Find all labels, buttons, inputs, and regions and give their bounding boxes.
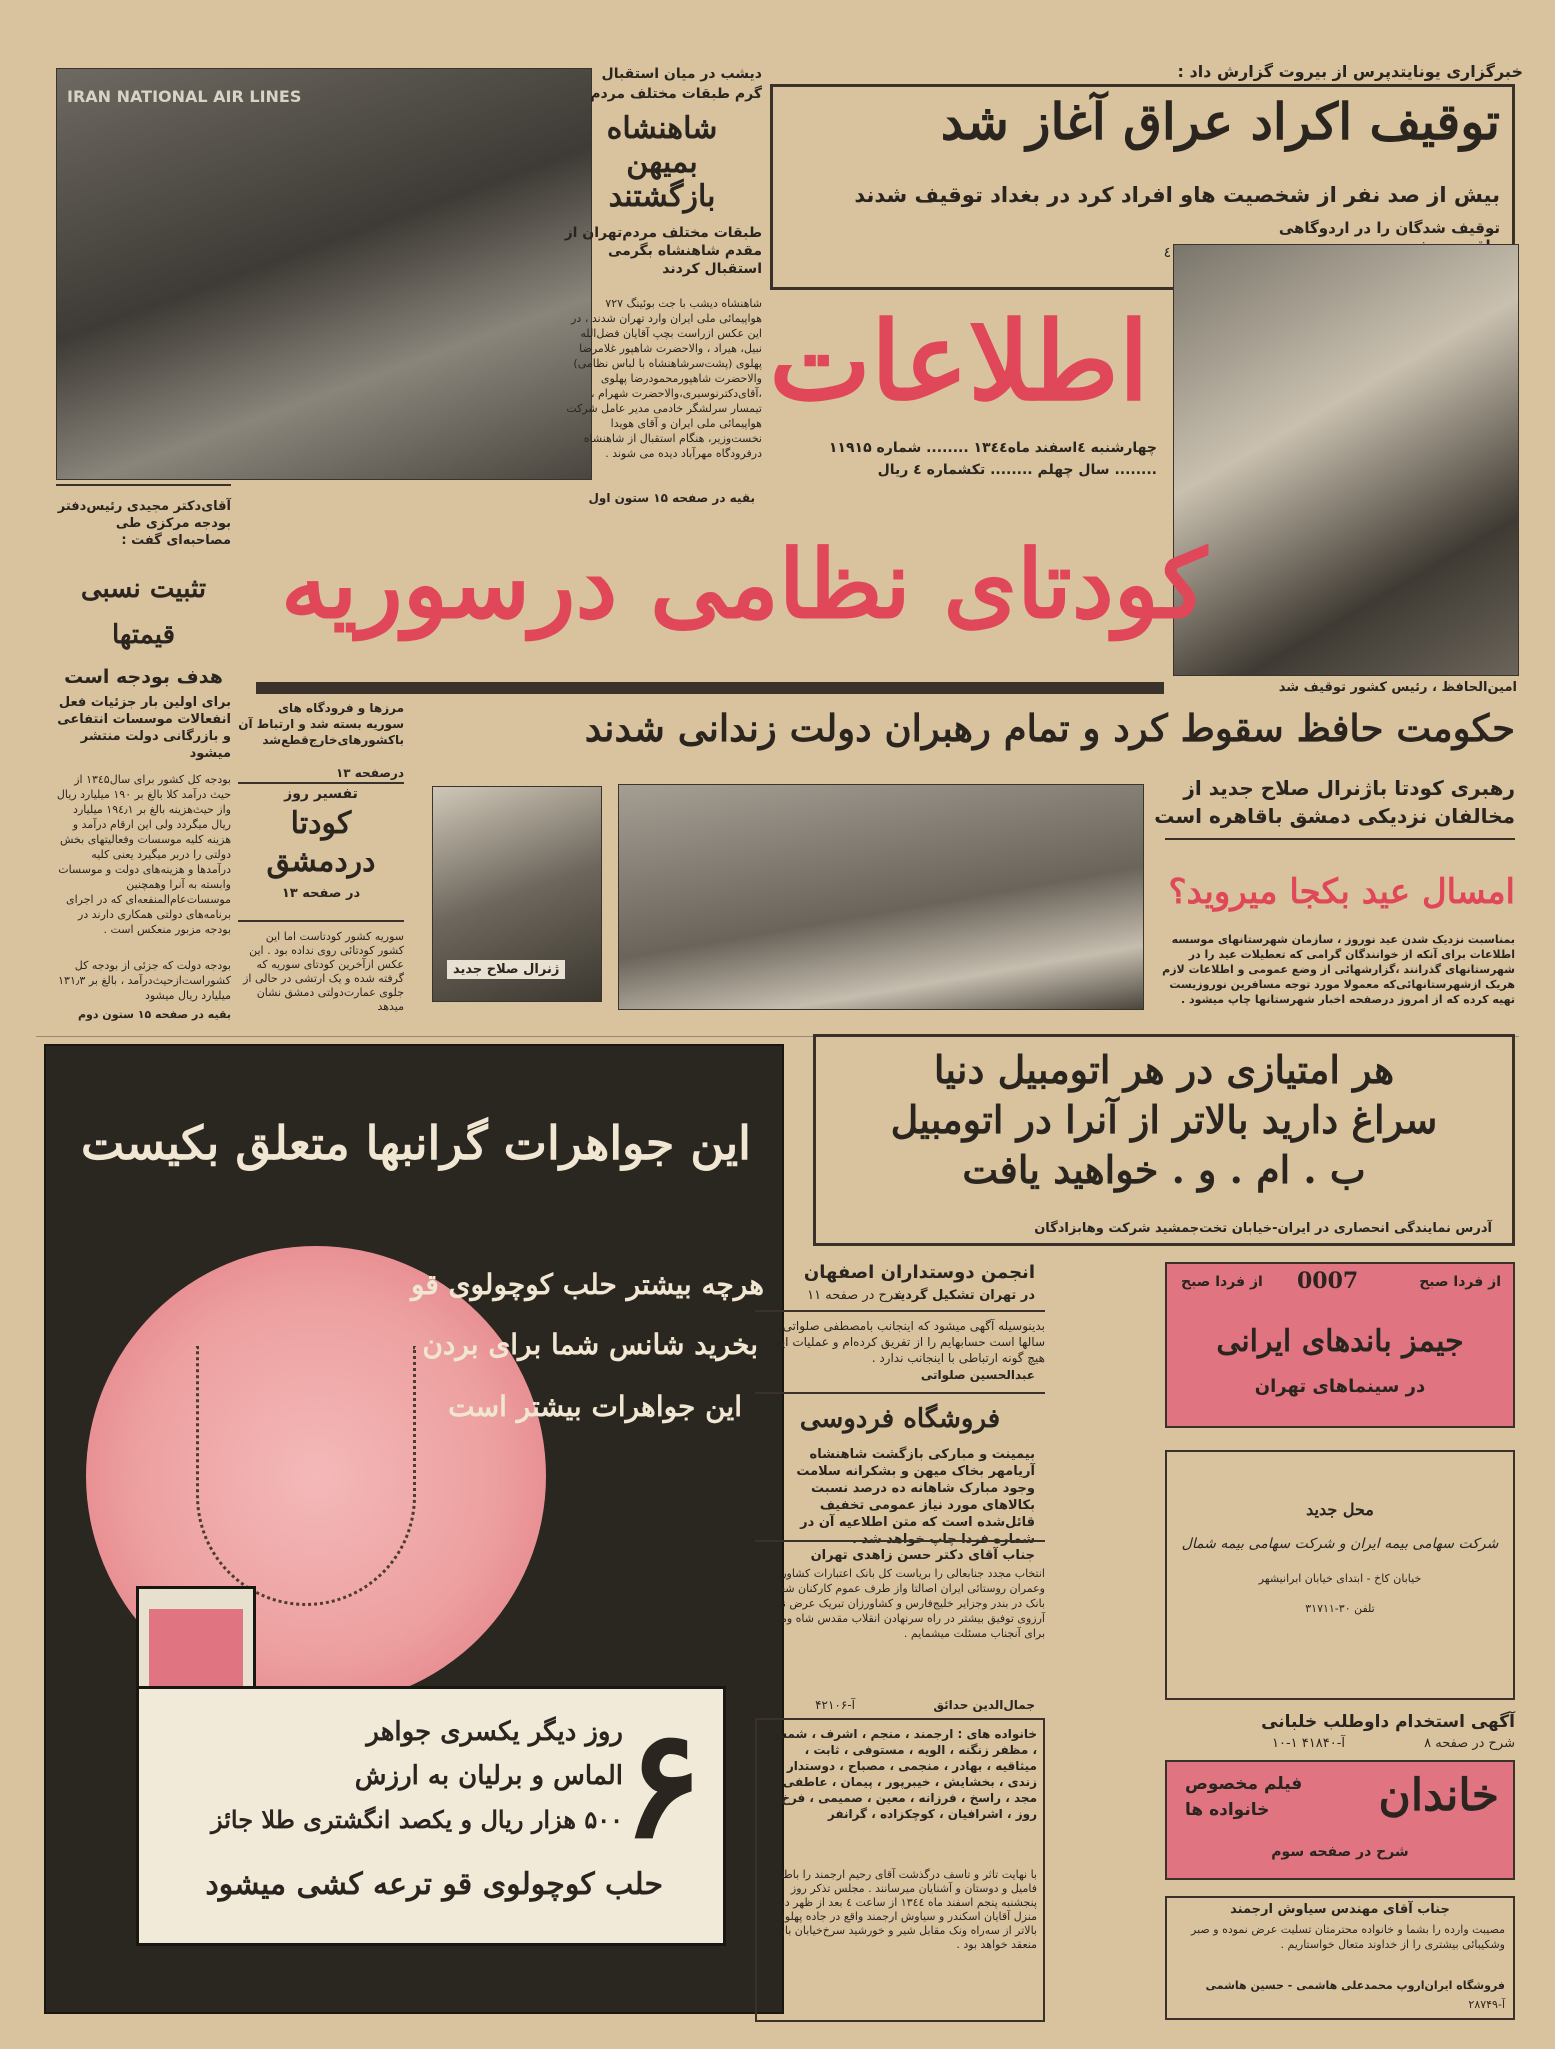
hiring-title: آگهی استخدام داوطلب خلبانی [1261,1712,1515,1732]
bmw-address: آدرس نمایندگی انحصاری در ایران-خیابان تخت‌جمشید شرکت وهابزادگان [1034,1221,1492,1236]
condolence-families: خانواده های : ارجمند ، منجم ، اشرف ، شمس ، مظفر زنگنه ، الویه ، مستوفی ، ثابت ، میثاقیه ، بهادر ، منجمی ، مصباح ، دوستدار ، زندی ، بخشایش ، خیبرپور ، پیمان ، عاطفی ، مجد ، راسخ ، فرزانه ، معین ، صمیمی ، فرخ روز ، اشرافیان ، کوچکزاده ، گرانفر [770,1727,1037,1821]
isfahan-ref: شرح در صفحه ۱۱ [807,1288,905,1303]
isfahan-notice: بدینوسیله آگهی میشود که اینجانب بامصطفی صلواتی سالها است حسابهایم را از تفریق کرده‌ام و عملیات ایشان هیچ گونه ارتباطی با اینجانب ندارد . [758,1319,1045,1365]
top-story-headline: توقیف اکراد عراق آغاز شد [940,92,1500,151]
bond-top-right: از فردا صبح [1419,1274,1501,1290]
film-sub2: خانواده ها [1185,1800,1270,1820]
budget-kicker: آقای‌دکتر مجیدی رئیس‌دفتر بودجه مرکزی طی مصاحبه‌ای گفت : [57,499,231,548]
condolence-body: با نهایت تاثر و تاسف درگذشت آقای رحیم ارجمند را باطلاع فامیل و دوستان و آشنایان میرسانند . مجلس تذکر روز پنجشنبه پنجم اسفند ماه ۱۳٤٤ از ساعت ٤ بعد از ظهر در منزل آقایان اسکندر و سیاوش ارجمند واقع در جاده پهلوی بالاتر از سه‌راه ونک مقابل شیر و خورشید سرخ‌خیابان بابک منعقد خواهد بود . [770,1868,1037,1951]
new-location-ad [1165,1450,1515,1700]
nowruz-rule [1165,838,1515,840]
analysis-title2: دردمشق [266,844,376,879]
damascus-coup-photo [618,784,1144,1010]
masthead-title: اطلاعات [769,299,1149,425]
budget-top-rule [56,484,231,486]
zahedi-body: انتخاب مجدد جنابعالی را بریاست کل بانک اعتبارات کشاورزی وعمران روستائی ایران اصالتا واز طرف عموم کارکنان شعب بانک در بندر وجزایر خلیج‌فارس و کشاورزان تبریک عرض نموده آرزوی توفیق بیشتر در راه سرنهادن انقلاب مقدس شاه وملت برای آنجناب مسئلت میشمایم . [760,1567,1045,1640]
hiring-ref: شرح در صفحه ۸ [1424,1736,1515,1751]
zahedi-rule [755,1540,1045,1542]
syria-bullet: مرزها و فرودگاه های سوریه بسته شد و ارتباط آن باکشورهای‌خارج‌قطع‌شد [238,701,404,747]
syria-body: سوریه کشور کودتاست اما این کشور کودتائی روی نداده بود . این عکس ازآخرین کودتای سوریه که گرفته شده و یک ارتشی در حالی از جلوی عمارت‌دولتی دمشق نشان میدهد [243,930,404,1013]
condolence-box [755,1718,1045,2022]
prize-line3: ۵۰۰ هزار ریال و یکصد انگشتری طلا جائز [210,1805,623,1834]
prize-line4: حلب کوچولوی قو ترعه کشی میشود [205,1867,663,1902]
ferdowsi-title: فروشگاه فردوسی [799,1404,1001,1434]
shah-kicker1: دیشب در میان استقبال [601,66,762,82]
budget-headline1: تثبیت نسبی [80,574,207,604]
jewel-line1: هرچه بیشتر حلب کوچولوی قو [410,1268,764,1301]
ferdowsi-body: بیمینت و مبارکی بازگشت شاهنشاه آریامهر بخاک میهن و بشکرانه سلامت وجود مبارک شاهانه ده درصد نسبت بکالاهای مورد نیاز عمومی تخفیف قائل‌شده است که متن اطلاعیه آن در [796,1447,1035,1530]
top-story-body1: توقیف شدگان را در اردوگاهی [1278,219,1500,237]
syria-bullet-ref: درصفحه ۱۳ [335,766,404,780]
budget-bullet: برای اولین بار جزئیات فعل انفعالات موسسات انتفاعی و بازرگانی دولت منتشر میشود [57,695,231,761]
masthead-year: ........ سال چهلم ........ تکشماره ٤ ریال [877,462,1157,478]
condolence2-body: مصیبت وارده را بشما و خانواده محترمتان تسلیت عرض نموده و صبر وشکیبائی بیشتری را از خداوند متعال خواستاریم . [1191,1923,1505,1951]
salah-jadid-caption: ژنرال صلاح جدید [447,960,565,979]
isfahan-sub: در تهران تشکیل گردید [892,1288,1035,1303]
zahedi-code: آ-۴۲۱۰۶ [815,1698,855,1712]
analysis-kicker: تفسیر روز [284,786,358,802]
budget-continued: بقیه در صفحه ۱۵ ستون دوم [77,1008,231,1021]
prize-line2: الماس و برلیان به ارزش [354,1761,623,1791]
top-story-kicker: خبرگزاری یونایتدپرس از بیروت گزارش داد : [1177,62,1523,81]
prize-line1: روز دیگر یکسری جواهر [366,1717,623,1747]
masthead-date: چهارشنبه ٤اسفند ماه۱۳٤٤ ........ شماره ۱۱۹۱۵ [828,440,1157,456]
bond-ad [1165,1262,1515,1428]
syria-deck1: رهبری کودتا باژنرال صلاح جدید از [1183,776,1515,800]
ferdowsi-rule [755,1392,1045,1394]
bmw-line3: ب . ام . و . خواهید یافت [962,1147,1366,1192]
condolence2-signer: فروشگاه ایران‌اروپ محمدعلی هاشمی - حسین هاشمی [1205,1979,1505,1992]
syria-deck2: مخالفان نزدیکی دمشق باقاهره است [1154,804,1515,828]
jewel-line2: بخرید شانس شما برای بردن [422,1328,758,1361]
new-location-title: محل جدید [1306,1500,1374,1519]
syria-rule [256,682,1164,694]
new-location-phone: تلفن ۳۰-۳۱۷۱۱ [1305,1602,1375,1615]
analysis-rule [238,782,404,784]
bmw-line1: هر امتیازی در هر اتومبیل دنیا [933,1047,1395,1092]
bond-sub: در سینماهای تهران [1254,1376,1426,1397]
shah-headline1: شاهنشاه [606,111,718,146]
budget-body2: بودجه دولت که جزئی از بودجه کل کشوراست‌از‌حیث‌درآمد ، بالغ بر ۱۳۱٫۳ میلیارد ریال میشود [58,959,231,1002]
shah-arrival-photo [56,68,592,480]
film-title: خاندان [1378,1770,1499,1821]
syria-headline: کودتای نظامی درسوریه [280,530,1207,640]
analysis-title1: کودتا [290,806,352,841]
amin-hafez-caption: امین‌الحافظ ، رئیس کشور توقیف شد [1278,680,1517,695]
top-story-subhead: بیش از صد نفر از شخصیت هاو افراد کرد در بغداد توقیف شدند [854,183,1500,207]
jewel-ad [44,1044,784,2014]
shah-headline3: بازگشتند [608,179,716,214]
isfahan-signer: عبدالحسین صلواتی [920,1368,1035,1382]
zahedi-title: جناب آقای دکتر حسن زاهدی تهران [810,1548,1035,1563]
prize-panel [136,1686,726,1946]
syria-body-rule [238,920,404,922]
bond-number: 0007 [1297,1268,1359,1294]
condolence2-code: آ-۲۸۷۴۹ [1468,1998,1505,2011]
prize-big-number: ۶ [622,1696,703,1872]
shah-bullet: طبقات مختلف مردم‌تهران از مقدم شاهنشاه بگرمی استقبال کردند [564,225,762,277]
film-ref: شرح در صفحه سوم [1271,1844,1409,1860]
shah-body: شاهنشاه دیشب با جت بوئینگ ۷۲۷ هواپیمائی ملی ایران وارد تهران شدند ، در این عکس ازراست بچپ آقایان فضل‌الله نبیل، هیراد ، والاحضرت شاهپور غلامرضا پهلوی (پشت‌سرشاهنشاه با لباس نظامی) والاحضرت شاهپورمحمودرضا پهلوی ،آقای‌دکترنوسیری،والاحضرت شهرام ، تیمسار سرلشگر خادمی مدیر عامل شرکت هواپیمائی ملی ایران و آقای هویدا نخست‌وزیر، هنگام استقبال از شاهنشاه درفرودگاه مهرآباد دیده می شوند . [566,297,762,460]
shah-headline2: بمیهن [626,145,698,180]
condolence2-title: جناب آقای مهندس سیاوش ارجمند [1230,1902,1450,1917]
analysis-ref: در صفحه ۱۳ [281,886,361,901]
new-location-address: خیابان کاخ - ابتدای خیابان ابرانیشهر [1258,1572,1422,1585]
top-story-ref: ٤ [1163,245,1172,261]
bmw-line2: سراغ دارید بالاتر از آنرا در اتومبیل [890,1097,1438,1142]
bond-top-left: از فردا صبح [1181,1274,1263,1290]
syria-subhead: حکومت حافظ سقوط کرد و تمام رهبران دولت زندانی شدند [584,706,1515,750]
necklace-illustration [196,1346,416,1606]
amin-hafez-photo [1173,244,1519,676]
film-sub1: فیلم مخصوص [1185,1774,1303,1794]
isfahan-rule [755,1310,1045,1312]
film-ad [1165,1760,1515,1880]
isfahan-title: انجمن دوستداران اصفهان [803,1262,1035,1283]
bmw-ad [813,1034,1515,1246]
salah-jadid-photo [432,786,602,1002]
airline-sign: IRAN NATIONAL AIR LINES [67,87,302,106]
nowruz-title: امسال عید بکجا میروید؟ [1168,872,1515,912]
budget-headline2: قیمتها [111,620,176,650]
budget-subhead: هدف بودجه است [64,666,223,688]
shah-continued: بقیه در صفحه ۱۵ ستون اول [588,491,755,505]
budget-body: بودجه کل کشور برای سال۱۳٤۵ از حیث درآمد کلا بالغ بر ۱۹۰ میلیارد ریال واز حیث‌هزینه بالغ بر ۱۹٤٫۱ میلیارد ریال میگردد ولی این ارقام درآمد و هزینه کلیه موسسات وفعالیتهای بخش دولتی را دربر میگیرد یعنی کلیه درآمدها و هزینه‌های دولت و موسسات وابسته به آنرا وهمچنین موسسات‌عام‌المنفعه‌ای که در اجرای برنامه‌های دولتی همکاری دارند در بودجه مزبور منعکس است . [56,773,231,936]
hiring-code: آ-۴۱۸۴۰ ۱-۱۰ [1271,1736,1345,1751]
bond-title: جیمز باندهای ایرانی [1216,1324,1464,1359]
nowruz-body: بمناسبت نزدیک شدن عید نوروز ، سازمان شهرستانهای موسسه اطلاعات برای آنکه از خوانندگان گرامی که تعطیلات عید را در شهرستانهای گذرانند ،گزارشهائی از وضع عمومی و اطلاعات لازم هریک ازشهرستانهائی‌که معمولا مورد توجه مسافرین نوروزیست تهیه کرده که از امروز درصفحه اخبار شهرستانها چاپ میشود . [1162,933,1515,1006]
jewel-line3: این جواهرات بیشتر است [448,1390,742,1423]
jewel-headline: این جواهرات گرانبها متعلق بکیست [81,1116,751,1170]
new-location-company: شرکت سهامی بیمه ایران و شرکت سهامی بیمه شمال [1181,1536,1499,1552]
condolence2-box [1165,1896,1515,2020]
zahedi-signer: جمال‌الدین حدائق [933,1698,1035,1712]
shah-kicker2: گرم طبقات مختلف مردم [590,86,762,102]
